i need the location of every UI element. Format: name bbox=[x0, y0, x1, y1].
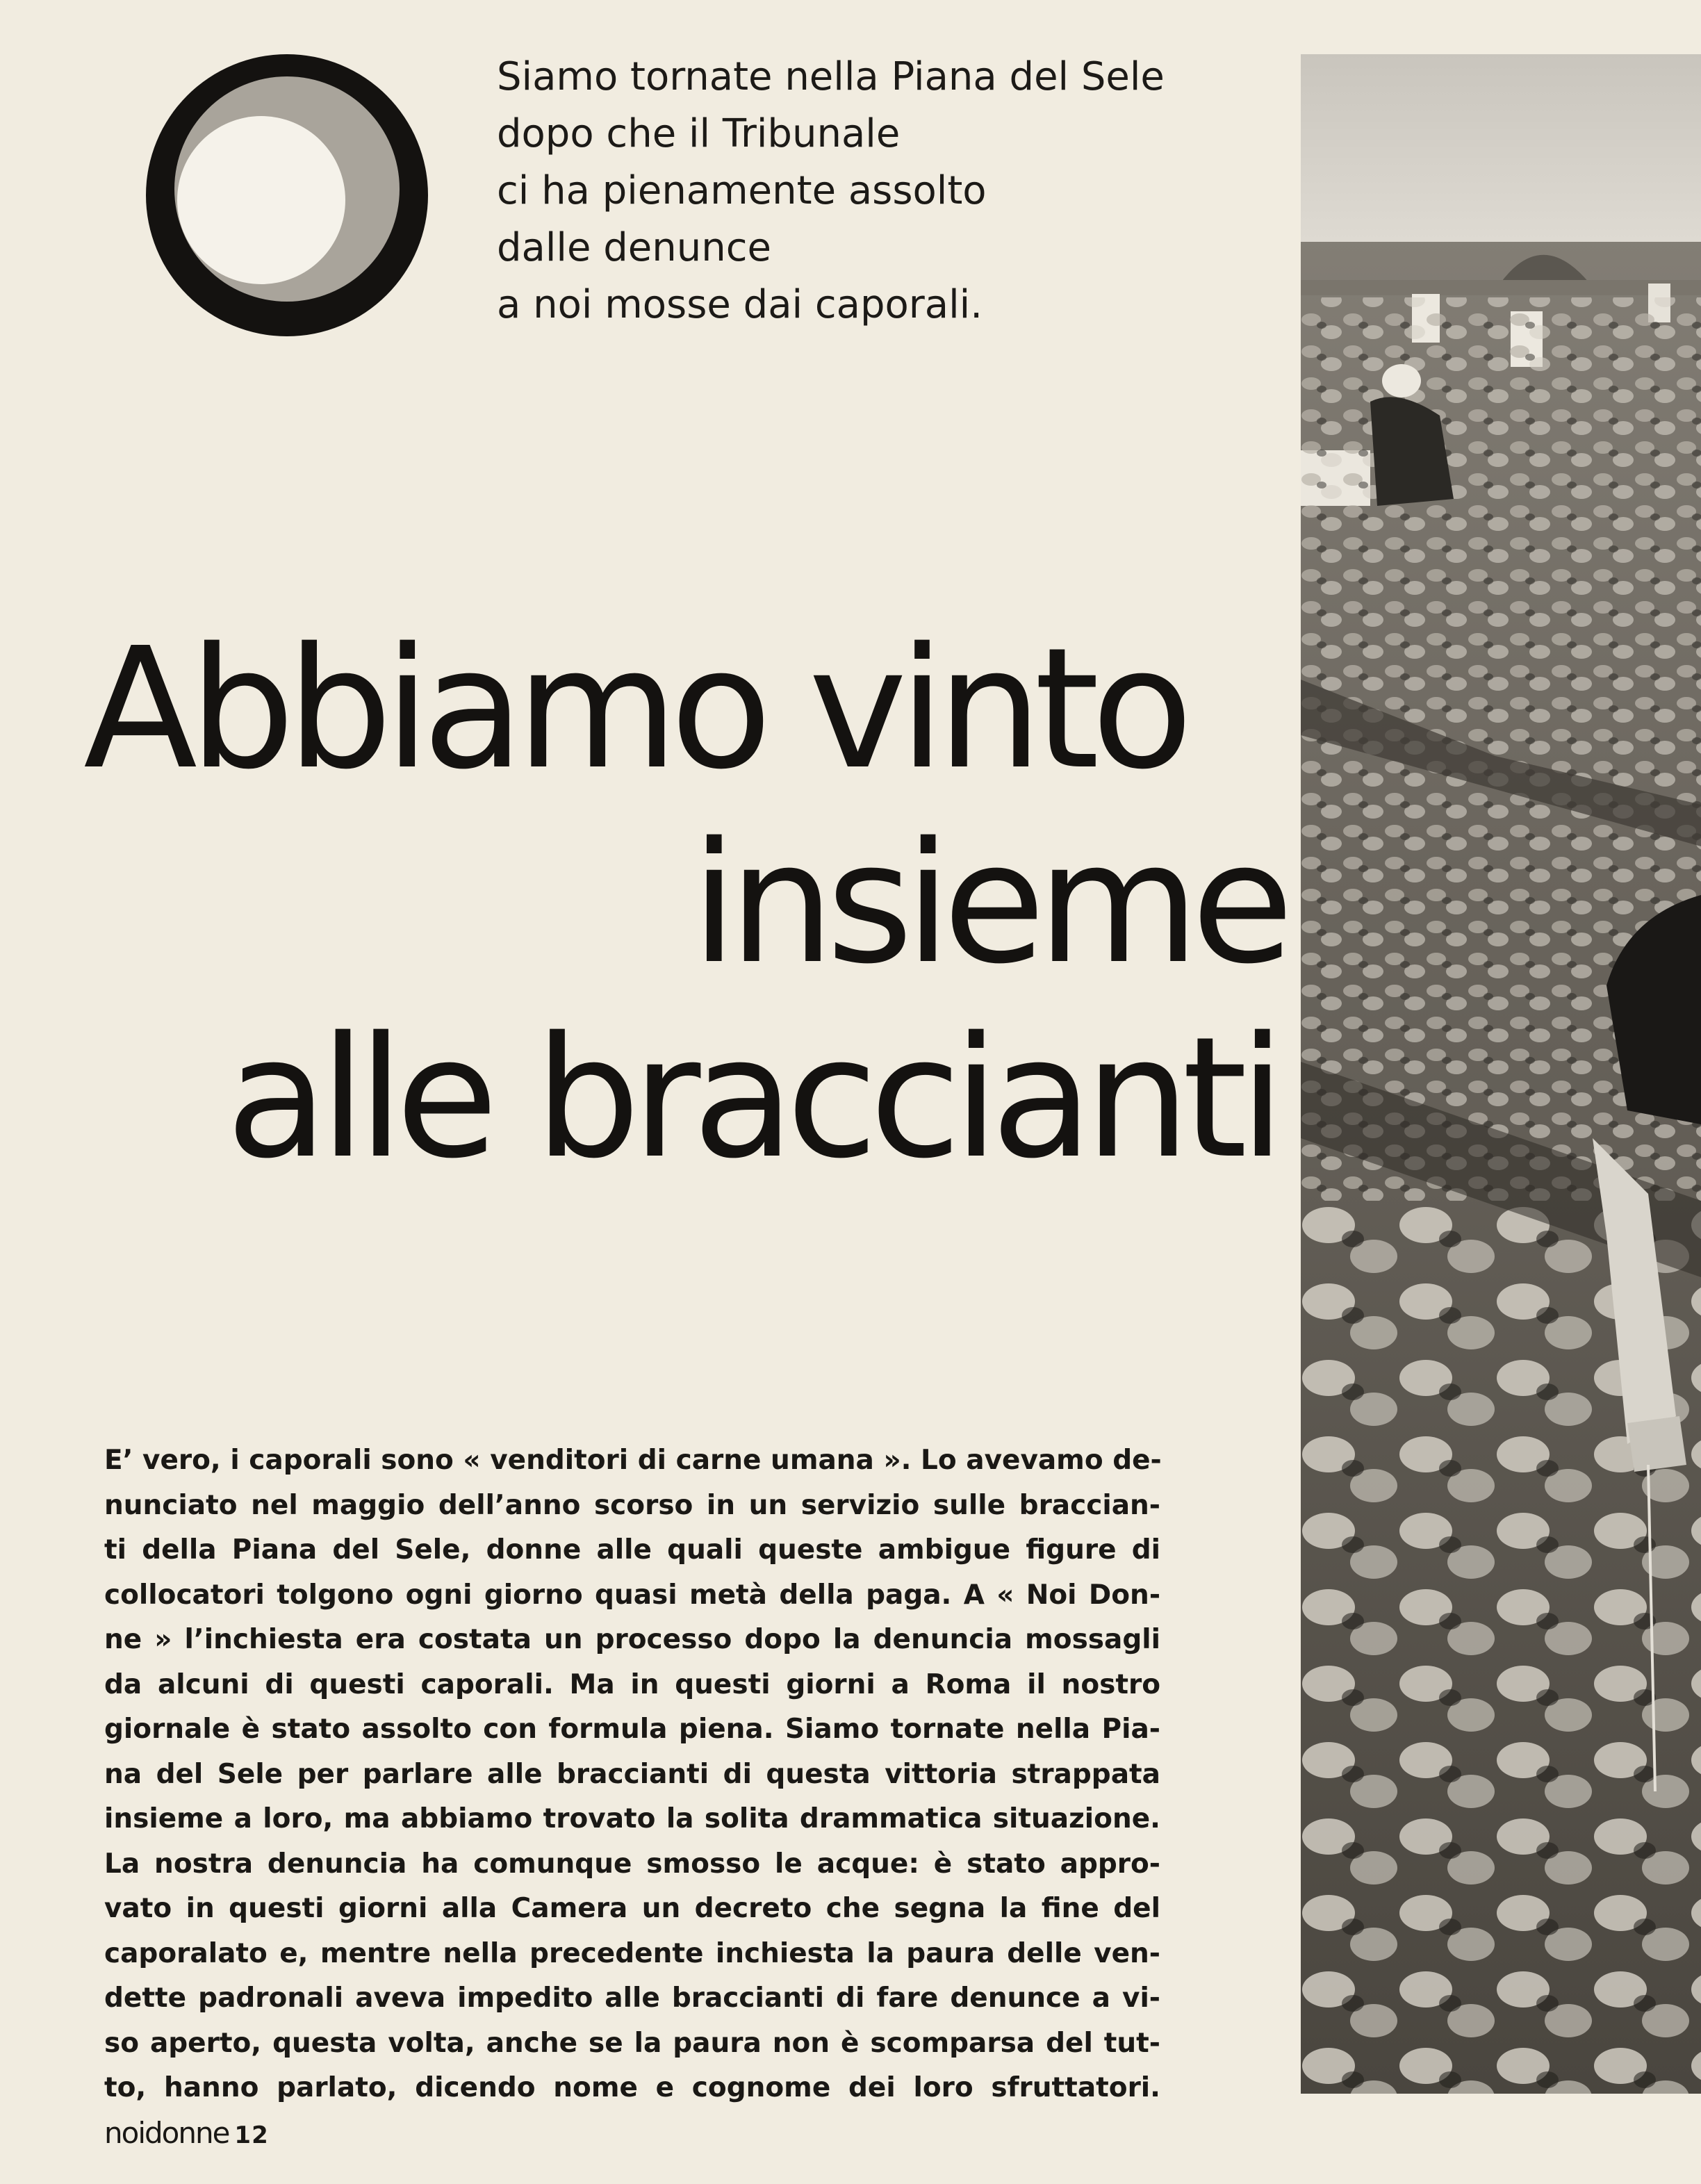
deck-line: ci ha pienamente assolto bbox=[497, 168, 987, 213]
headline bbox=[83, 611, 1285, 1195]
body-line: vato in questi giorni alla Camera un decreto che segna la fine del bbox=[104, 1893, 1160, 1924]
magazine-name: noidonne bbox=[104, 2116, 229, 2150]
body-line: nunciato nel maggio dell’anno scorso in un servizio sulle braccian- bbox=[104, 1489, 1160, 1521]
headline-line: alle braccianti bbox=[225, 1001, 1277, 1195]
body-line: so aperto, questa volta, anche se la paura non è scomparsa del tut- bbox=[104, 2027, 1160, 2059]
body-line: caporalato e, mentre nella precedente inchiesta la paura delle ven- bbox=[104, 1937, 1160, 1969]
article-body bbox=[104, 1438, 1160, 2111]
deck-text bbox=[497, 49, 1275, 334]
body-line: insieme a loro, ma abbiamo trovato la solita drammatica situazione. bbox=[104, 1803, 1160, 1834]
headline-line: insieme bbox=[691, 806, 1285, 1001]
body-line: dette padronali aveva impedito alle braccianti di fare denunce a vi- bbox=[104, 1982, 1160, 2014]
body-line: giornale è stato assolto con formula piena. Siamo tornate nella Pia- bbox=[104, 1714, 1160, 1745]
body-line: collocatori tolgono ogni giorno quasi metà della paga. A « Noi Don- bbox=[104, 1579, 1160, 1611]
deck-line: dopo che il Tribunale bbox=[497, 111, 901, 156]
deck-line: Siamo tornate nella Piana del Sele bbox=[497, 54, 1165, 99]
deck-line: dalle denunce bbox=[497, 225, 771, 270]
body-line: E’ vero, i caporali sono « venditori di carne umana ». Lo avevamo de- bbox=[104, 1445, 1162, 1476]
deck-line: a noi mosse dai caporali. bbox=[497, 282, 983, 327]
page-footer bbox=[104, 2116, 269, 2150]
page-number: 12 bbox=[234, 2121, 269, 2149]
body-line: ti della Piana del Sele, donne alle quali queste ambigue figure di bbox=[104, 1534, 1160, 1566]
headline-line: Abbiamo vinto bbox=[83, 611, 1185, 806]
body-line: da alcuni di questi caporali. Ma in questi giorni a Roma il nostro bbox=[104, 1668, 1160, 1700]
body-line: ne » l’inchiesta era costata un processo dopo la denuncia mossagli bbox=[104, 1624, 1160, 1655]
magazine-logo bbox=[145, 53, 436, 338]
field-workers-photo bbox=[1301, 54, 1701, 2094]
body-line: to, hanno parlato, dicendo nome e cognome dei loro sfruttatori. bbox=[104, 2072, 1160, 2103]
body-line: La nostra denuncia ha comunque smosso le acque: è stato appro- bbox=[104, 1848, 1160, 1880]
body-line: na del Sele per parlare alle braccianti di questa vittoria strappata bbox=[104, 1758, 1160, 1790]
